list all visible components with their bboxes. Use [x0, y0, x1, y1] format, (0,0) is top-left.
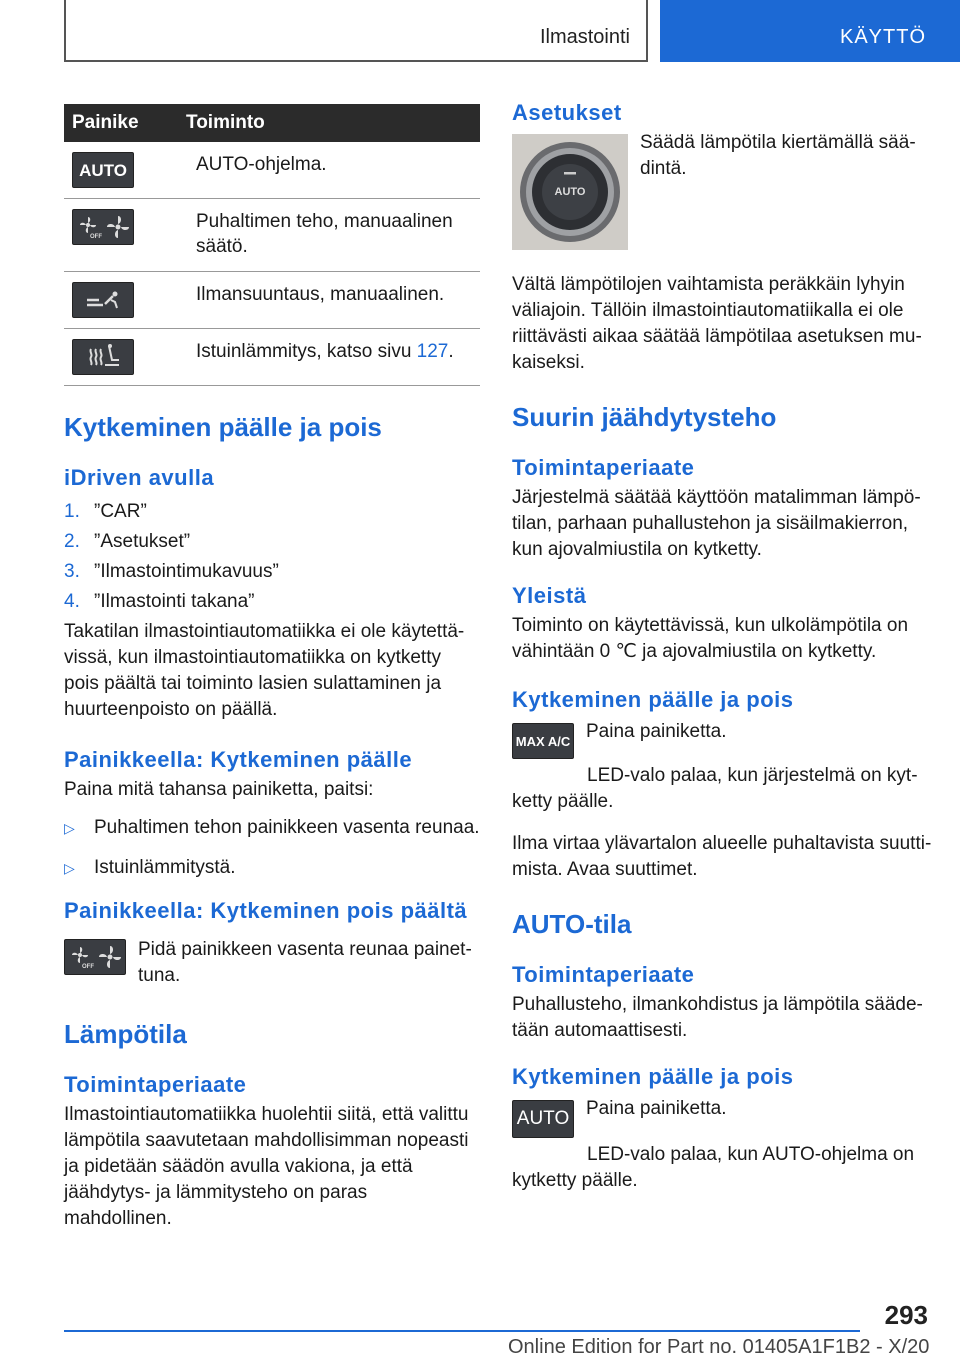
maxac-row	[512, 723, 932, 759]
bullet-text: Puhaltimen tehon painikkeen vasenta reunaa.	[94, 817, 480, 838]
page-link[interactable]: 127	[416, 341, 449, 362]
table-row	[64, 142, 480, 199]
edition-text: Online Edition for Part no. 01405A1F1B2 - X/20	[508, 1336, 930, 1358]
table-header-button: Painike	[64, 104, 186, 142]
list-item	[64, 815, 480, 841]
table-cell: Istuinlämmitys, katso sivu	[196, 341, 417, 362]
auto-button-icon: AUTO	[72, 152, 134, 188]
paragraph: LED-valo palaa, kun AUTO-ohjelma on kytketty päälle.	[512, 1144, 915, 1191]
table-cell: Puhaltimen teho, manuaalinen säätö.	[186, 199, 480, 272]
chapter-label: KÄYTTÖ	[839, 26, 926, 48]
chapter-tab	[660, 0, 960, 62]
heading-principle: Toimintaperiaate	[512, 962, 695, 987]
bullet-icon: ▷	[64, 820, 75, 836]
heading-general: Yleistä	[512, 583, 587, 608]
heading-max-cooling: Suurin jäähdytysteho	[512, 402, 777, 432]
paragraph: Paina mitä tahansa painiketta, paitsi:	[64, 779, 374, 800]
table-header-function: Toiminto	[186, 104, 480, 142]
svg-text:OFF: OFF	[90, 234, 102, 240]
paragraph: Vältä lämpötilojen vaihtamista peräkkäin lyhyin väliajoin. Tällöin ilmastointiautomatiikalla ei ole riittävästi aikaa säätää lämpötilaa asetuksen mukaiseksi.	[512, 274, 922, 373]
list-item	[64, 497, 480, 527]
heading-auto-mode: AUTO-tila	[512, 909, 632, 939]
button-function-table	[64, 104, 480, 386]
paragraph: LED-valo palaa, kun järjestelmä on kytketty päälle.	[512, 765, 918, 812]
list-item	[64, 557, 480, 587]
header-frame	[64, 0, 648, 62]
paragraph: Puhallusteho, ilmankohdistus ja lämpötila säädetään automaattisesti.	[512, 994, 923, 1041]
section-title: Ilmastointi	[539, 26, 630, 48]
heading-principle: Toimintaperiaate	[512, 455, 695, 480]
heading-idrive: iDriven avulla	[64, 465, 215, 490]
page-number: 293	[884, 1300, 928, 1330]
step-text: ”CAR”	[94, 501, 147, 522]
exceptions-list	[64, 815, 480, 881]
paragraph: Paina painiketta.	[586, 721, 727, 742]
table-header-row	[64, 104, 480, 142]
paragraph: Takatilan ilmastointiautomatiikka ei ole käytettävissä, kun ilmastointiautomatiikka on kytketty pois päältä tai toiminto lasien sulattaminen ja huurteenpoisto on päällä.	[64, 621, 465, 720]
step-number: 3.	[64, 561, 80, 582]
auto-row	[512, 1100, 932, 1138]
maxac-text	[586, 723, 727, 759]
heading-onoff: Kytkeminen päälle ja pois	[64, 412, 382, 442]
list-item	[64, 527, 480, 557]
paragraph: Järjestelmä säätää käyttöön matalimman lämpötilan, parhaan puhallustehon ja sisäilmakierron, kun ajovalmiustila on kytketty.	[512, 487, 921, 560]
heading-onoff: Kytkeminen päälle ja pois	[512, 1064, 794, 1089]
left-column	[64, 104, 480, 1232]
fan-off-icon	[64, 939, 126, 975]
punctuation: .	[448, 341, 454, 362]
airflow-icon	[72, 282, 134, 318]
paragraph: Ilmastointiautomatiikka huolehtii siitä, että valittu lämpötila saavutetaan mahdollisimman nopeasti ja pidetään säädön avulla vakiona, ja että jäähdytys- ja lämmitysteho on paras mahdollinen.	[64, 1104, 469, 1229]
knob-label: AUTO	[554, 186, 586, 198]
heading-principle: Toimintaperiaate	[64, 1072, 247, 1097]
list-item	[64, 855, 480, 881]
list-item	[64, 587, 480, 617]
table-cell: Ilmansuuntaus, manuaalinen.	[186, 272, 480, 329]
footer-divider	[64, 1330, 860, 1332]
svg-text:OFF: OFF	[82, 964, 94, 970]
paragraph: Toiminto on käytettävissä, kun ulkolämpötila on vähintään 0 ℃ ja ajovalmiustila on kytketty.	[512, 615, 909, 662]
bullet-text: Istuinlämmitystä.	[94, 857, 236, 878]
heading-temperature: Lämpötila	[64, 1019, 187, 1049]
step-text: ”Asetukset”	[94, 531, 191, 552]
table-row	[64, 329, 480, 386]
step-number: 4.	[64, 591, 80, 612]
settings-row	[512, 134, 932, 250]
fan-off-icon	[72, 209, 134, 245]
step-number: 1.	[64, 501, 80, 522]
auto-button-icon: AUTO	[512, 1100, 574, 1138]
max-ac-button-icon: MAX A/C	[512, 723, 574, 759]
paragraph: Paina painiketta.	[586, 1098, 727, 1119]
table-cell: AUTO-ohjelma.	[186, 142, 480, 199]
bullet-icon: ▷	[64, 860, 75, 876]
step-text: ”Ilmastointimukavuus”	[94, 561, 279, 582]
paragraph: Säädä lämpötila kiertämällä säädintä.	[640, 132, 916, 179]
table-row	[64, 272, 480, 329]
heading-button-on: Painikkeella: Kytkeminen päälle	[64, 747, 413, 772]
step-text: ”Ilmastointi takana”	[94, 591, 255, 612]
table-row	[64, 199, 480, 272]
temperature-knob-image	[512, 134, 628, 250]
paragraph: Pidä painikkeen vasenta reunaa painettuna.	[138, 939, 472, 986]
right-column	[512, 100, 932, 1194]
button-off-row	[64, 939, 480, 989]
heading-button-off: Painikkeella: Kytkeminen pois päältä	[64, 898, 468, 923]
heading-settings: Asetukset	[512, 100, 622, 125]
idrive-steps	[64, 497, 480, 617]
step-number: 2.	[64, 531, 80, 552]
seat-heat-icon	[72, 339, 134, 375]
paragraph: Ilma virtaa ylävartalon alueelle puhaltavista suuttimista. Avaa suuttimet.	[512, 833, 932, 880]
heading-onoff: Kytkeminen päälle ja pois	[512, 687, 794, 712]
